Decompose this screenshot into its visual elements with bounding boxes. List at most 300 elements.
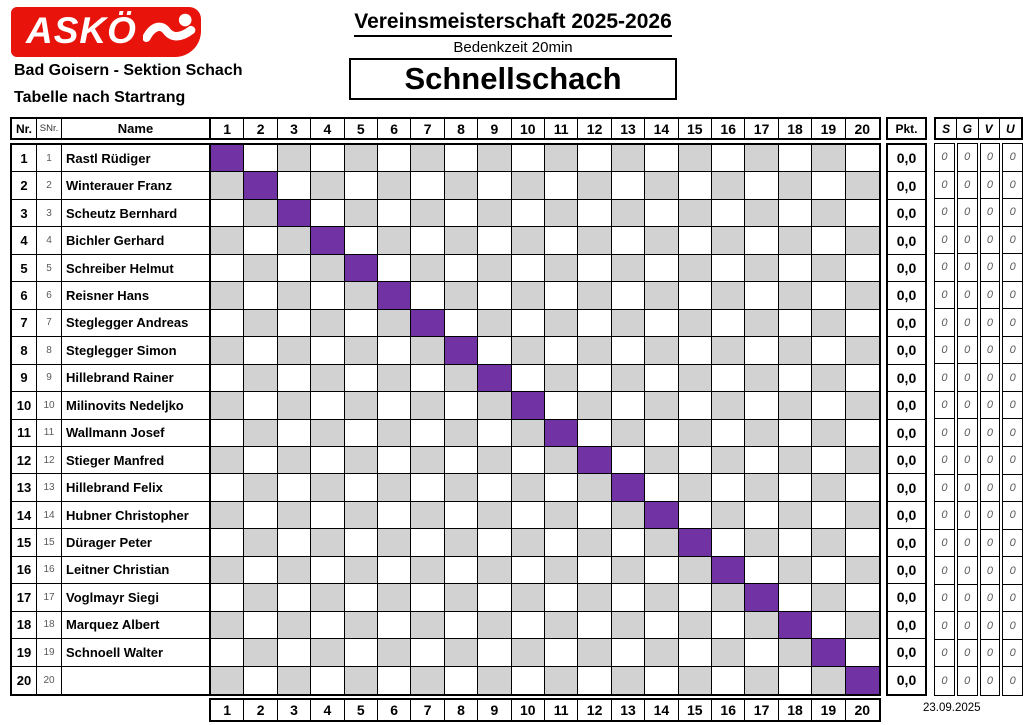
result-cell (745, 145, 778, 172)
header-stat-v: V (979, 119, 1000, 138)
result-cell (645, 365, 678, 392)
result-cell (779, 529, 812, 556)
result-cell (745, 639, 778, 666)
result-cell (712, 145, 745, 172)
result-cell (445, 584, 478, 611)
result-cell (545, 310, 578, 337)
result-cell (745, 447, 778, 474)
player-name: Wallmann Josef (62, 420, 211, 447)
result-cell (712, 639, 745, 666)
result-cell (779, 145, 812, 172)
result-cell (411, 612, 444, 639)
result-cell (345, 529, 378, 556)
player-name: Winterauer Franz (62, 172, 211, 199)
footer-round-11: 11 (545, 700, 578, 720)
result-cell (278, 612, 311, 639)
stat-cell: 0 (958, 585, 977, 613)
result-cell (612, 420, 645, 447)
stat-cell: 0 (1003, 364, 1022, 392)
stat-cell: 0 (935, 612, 954, 640)
result-cell (578, 337, 611, 364)
diagonal-cell (712, 557, 745, 584)
result-cell (645, 337, 678, 364)
result-cell (411, 337, 444, 364)
row-snr: 13 (37, 474, 62, 501)
header-round-7: 7 (411, 119, 444, 138)
result-cell (411, 365, 444, 392)
result-cell (278, 145, 311, 172)
footer-round-15: 15 (679, 700, 712, 720)
result-cell (812, 612, 845, 639)
row-snr: 2 (37, 172, 62, 199)
result-cell (345, 282, 378, 309)
result-cell (578, 529, 611, 556)
result-cell (345, 227, 378, 254)
footer-round-9: 9 (478, 700, 511, 720)
result-cell (779, 447, 812, 474)
result-cell (812, 310, 845, 337)
diagonal-cell (679, 529, 712, 556)
diagonal-cell (445, 337, 478, 364)
stat-cell: 0 (958, 144, 977, 172)
result-cell (612, 227, 645, 254)
tournament-title: Vereinsmeisterschaft 2025-2026 (354, 10, 672, 37)
result-cell (512, 667, 545, 694)
points-cell: 0,0 (888, 447, 925, 474)
result-cell (545, 639, 578, 666)
stat-cell: 0 (1009, 675, 1016, 688)
footer-round-19: 19 (812, 700, 845, 720)
result-cell (612, 612, 645, 639)
stats-columns (934, 143, 1023, 696)
result-cell (211, 392, 244, 419)
result-cell (645, 667, 678, 694)
stat-cell: 0 (958, 502, 977, 530)
result-cell (712, 227, 745, 254)
diagonal-cell (244, 172, 277, 199)
result-cell (512, 584, 545, 611)
stat-cell: 0 (958, 282, 977, 310)
result-cell (311, 392, 344, 419)
result-cell (779, 392, 812, 419)
result-cell (311, 667, 344, 694)
points-cell: 0,0 (888, 639, 925, 666)
result-cell (812, 420, 845, 447)
result-cell (545, 365, 578, 392)
points-cell: 0,0 (888, 502, 925, 529)
header-round-13: 13 (612, 119, 645, 138)
result-cell (679, 310, 712, 337)
row-nr: 4 (12, 227, 37, 254)
stat-cell: 0 (1003, 447, 1022, 475)
header-round-5: 5 (345, 119, 378, 138)
result-cell (211, 639, 244, 666)
result-cell (545, 172, 578, 199)
result-cell (311, 420, 344, 447)
result-cell (812, 502, 845, 529)
result-cell (445, 365, 478, 392)
result-cell (311, 612, 344, 639)
result-cell (779, 227, 812, 254)
points-cell: 0,0 (888, 474, 925, 501)
result-cell (345, 639, 378, 666)
result-cell (244, 392, 277, 419)
points-cell: 0,0 (888, 172, 925, 199)
points-cell: 0,0 (888, 337, 925, 364)
points-cell: 0,0 (888, 365, 925, 392)
result-cell (345, 200, 378, 227)
player-name: Milinovits Nedeljko (62, 392, 211, 419)
result-cell (578, 282, 611, 309)
result-cell (244, 474, 277, 501)
result-cell (545, 447, 578, 474)
result-cell (612, 365, 645, 392)
row-snr: 8 (37, 337, 62, 364)
result-cell (679, 282, 712, 309)
result-cell (378, 557, 411, 584)
result-cell (445, 529, 478, 556)
result-cell (411, 639, 444, 666)
result-cell (411, 282, 444, 309)
result-cell (478, 667, 511, 694)
stat-cell: 0 (1003, 227, 1022, 255)
table-header-row (10, 117, 881, 140)
result-cell (812, 255, 845, 282)
points-cell: 0,0 (888, 145, 925, 172)
diagonal-cell (645, 502, 678, 529)
stat-cell: 0 (935, 337, 954, 365)
result-cell (645, 282, 678, 309)
result-cell (745, 200, 778, 227)
header-round-20: 20 (854, 120, 871, 137)
diagonal-cell (411, 310, 444, 337)
stat-cell: 0 (935, 502, 954, 530)
result-cell (445, 420, 478, 447)
player-name: Steglegger Simon (62, 337, 211, 364)
row-snr: 5 (37, 255, 62, 282)
result-cell (612, 145, 645, 172)
header-round-3: 3 (278, 119, 311, 138)
stat-cell: 0 (1003, 612, 1022, 640)
result-cell (411, 529, 444, 556)
header-round-17: 17 (745, 119, 778, 138)
result-cell (779, 667, 812, 694)
result-cell (545, 255, 578, 282)
result-cell (578, 502, 611, 529)
result-cell (445, 145, 478, 172)
result-cell (846, 145, 879, 172)
stat-cell: 0 (935, 530, 954, 558)
stat-cell: 0 (958, 612, 977, 640)
result-cell (311, 557, 344, 584)
result-cell (445, 282, 478, 309)
result-cell (745, 474, 778, 501)
result-cell (345, 337, 378, 364)
result-cell (712, 420, 745, 447)
result-cell (679, 227, 712, 254)
result-cell (645, 145, 678, 172)
result-cell (846, 557, 879, 584)
result-cell (545, 584, 578, 611)
result-cell (445, 200, 478, 227)
result-cell (846, 227, 879, 254)
result-cell (545, 200, 578, 227)
crosstable-body (10, 143, 881, 696)
footer-round-14: 14 (645, 700, 678, 720)
result-cell (378, 612, 411, 639)
result-cell (244, 145, 277, 172)
result-cell (478, 255, 511, 282)
row-nr: 1 (12, 145, 37, 172)
result-cell (612, 529, 645, 556)
points-cell: 0,0 (888, 584, 925, 611)
footer-round-3: 3 (278, 700, 311, 720)
result-cell (846, 172, 879, 199)
result-cell (645, 255, 678, 282)
row-nr: 20 (12, 667, 37, 694)
result-cell (745, 557, 778, 584)
result-cell (545, 612, 578, 639)
club-name: Bad Goisern - Sektion Schach (14, 62, 243, 79)
row-nr: 8 (12, 337, 37, 364)
result-cell (211, 282, 244, 309)
diagonal-cell (745, 584, 778, 611)
result-cell (345, 145, 378, 172)
footer-round-4: 4 (311, 700, 344, 720)
result-cell (411, 392, 444, 419)
result-cell (545, 337, 578, 364)
stat-cell: 0 (935, 640, 954, 668)
result-cell (278, 447, 311, 474)
result-cell (512, 310, 545, 337)
footer-round-2: 2 (244, 700, 277, 720)
stat-cell: 0 (964, 675, 971, 688)
result-cell (345, 447, 378, 474)
result-cell (779, 200, 812, 227)
result-cell (846, 255, 879, 282)
result-cell (679, 365, 712, 392)
points-cell: 0,0 (888, 282, 925, 309)
stat-cell: 0 (958, 309, 977, 337)
result-cell (378, 639, 411, 666)
result-cell (745, 612, 778, 639)
header-round-12: 12 (578, 119, 611, 138)
result-cell (445, 392, 478, 419)
result-cell (311, 200, 344, 227)
stat-cell: 0 (1003, 172, 1022, 200)
result-cell (512, 255, 545, 282)
result-cell (378, 584, 411, 611)
stat-cell: 0 (981, 447, 1000, 475)
player-name: Reisner Hans (62, 282, 211, 309)
result-cell (278, 502, 311, 529)
points-cell: 0,0 (888, 392, 925, 419)
result-cell (812, 474, 845, 501)
result-cell (311, 337, 344, 364)
row-nr: 2 (12, 172, 37, 199)
result-cell (645, 529, 678, 556)
result-cell (612, 337, 645, 364)
result-cell (712, 282, 745, 309)
player-name: Hillebrand Felix (62, 474, 211, 501)
stat-cell: 0 (1003, 557, 1022, 585)
player-name: Hubner Christopher (62, 502, 211, 529)
result-cell (745, 337, 778, 364)
player-name (62, 667, 211, 694)
result-cell (345, 310, 378, 337)
result-cell (846, 392, 879, 419)
stat-cell: 0 (1003, 392, 1022, 420)
result-cell (211, 557, 244, 584)
result-cell (378, 502, 411, 529)
result-cell (411, 145, 444, 172)
diagonal-cell (311, 227, 344, 254)
result-cell (278, 584, 311, 611)
stat-cell: 0 (981, 172, 1000, 200)
result-cell (445, 639, 478, 666)
result-cell (211, 502, 244, 529)
result-cell (211, 474, 244, 501)
player-name: Rastl Rüdiger (62, 145, 211, 172)
result-cell (478, 337, 511, 364)
result-cell (311, 502, 344, 529)
stat-cell: 0 (981, 475, 1000, 503)
diagonal-cell (478, 365, 511, 392)
result-cell (378, 420, 411, 447)
result-cell (345, 172, 378, 199)
result-cell (645, 200, 678, 227)
stat-cell: 0 (1003, 254, 1022, 282)
result-cell (745, 529, 778, 556)
header-round-9: 9 (478, 119, 511, 138)
stat-cell: 0 (981, 502, 1000, 530)
header-round-4: 4 (311, 119, 344, 138)
result-cell (545, 474, 578, 501)
result-cell (645, 172, 678, 199)
result-cell (745, 502, 778, 529)
result-cell (779, 365, 812, 392)
footer-round-16: 16 (712, 700, 745, 720)
row-snr: 3 (37, 200, 62, 227)
result-cell (378, 310, 411, 337)
result-cell (411, 420, 444, 447)
row-nr: 18 (12, 612, 37, 639)
result-cell (578, 255, 611, 282)
footer-round-5: 5 (345, 700, 378, 720)
result-cell (812, 529, 845, 556)
result-cell (645, 557, 678, 584)
result-cell (712, 584, 745, 611)
row-snr: 1 (37, 145, 62, 172)
result-cell (445, 474, 478, 501)
header-round-1: 1 (211, 119, 244, 138)
result-cell (846, 529, 879, 556)
result-cell (846, 200, 879, 227)
result-cell (712, 502, 745, 529)
result-cell (311, 447, 344, 474)
header-round-8: 8 (445, 119, 478, 138)
diagonal-cell (378, 282, 411, 309)
stat-cell: 0 (958, 199, 977, 227)
result-cell (712, 172, 745, 199)
result-cell (712, 392, 745, 419)
result-cell (846, 420, 879, 447)
result-cell (378, 392, 411, 419)
result-cell (712, 667, 745, 694)
points-cell: 0,0 (888, 529, 925, 556)
result-cell (679, 612, 712, 639)
result-cell (679, 420, 712, 447)
player-name: Schnoell Walter (62, 639, 211, 666)
player-name: Schreiber Helmut (62, 255, 211, 282)
diagonal-cell (545, 420, 578, 447)
diagonal-cell (578, 447, 611, 474)
header-stat-g: G (957, 119, 978, 138)
result-cell (278, 557, 311, 584)
result-cell (244, 337, 277, 364)
stat-cell: 0 (981, 530, 1000, 558)
result-cell (478, 557, 511, 584)
stat-cell: 0 (935, 557, 954, 585)
result-cell (578, 557, 611, 584)
result-cell (779, 474, 812, 501)
stat-cell: 0 (1003, 475, 1022, 503)
row-snr: 19 (37, 639, 62, 666)
result-cell (512, 529, 545, 556)
result-cell (745, 310, 778, 337)
result-cell (645, 310, 678, 337)
result-cell (745, 227, 778, 254)
player-name: Voglmayr Siegi (62, 584, 211, 611)
result-cell (378, 474, 411, 501)
row-snr: 4 (37, 227, 62, 254)
result-cell (545, 392, 578, 419)
result-cell (411, 584, 444, 611)
result-cell (211, 337, 244, 364)
result-cell (578, 392, 611, 419)
result-cell (278, 172, 311, 199)
result-cell (612, 667, 645, 694)
row-nr: 7 (12, 310, 37, 337)
result-cell (345, 667, 378, 694)
player-name: Scheutz Bernhard (62, 200, 211, 227)
row-snr: 14 (37, 502, 62, 529)
result-cell (545, 502, 578, 529)
stat-cell: 0 (981, 309, 1000, 337)
result-cell (745, 392, 778, 419)
result-cell (779, 639, 812, 666)
result-cell (478, 584, 511, 611)
result-cell (512, 420, 545, 447)
result-cell (311, 282, 344, 309)
row-snr: 15 (37, 529, 62, 556)
result-cell (612, 282, 645, 309)
row-nr: 19 (12, 639, 37, 666)
result-cell (846, 502, 879, 529)
header-round-15: 15 (679, 119, 712, 138)
result-cell (612, 310, 645, 337)
result-cell (411, 255, 444, 282)
result-cell (345, 502, 378, 529)
result-cell (512, 227, 545, 254)
result-cell (779, 310, 812, 337)
result-cell (779, 420, 812, 447)
header-round-14: 14 (645, 119, 678, 138)
result-cell (411, 557, 444, 584)
result-cell (378, 365, 411, 392)
diagonal-cell (345, 255, 378, 282)
stat-cell: 0 (981, 612, 1000, 640)
